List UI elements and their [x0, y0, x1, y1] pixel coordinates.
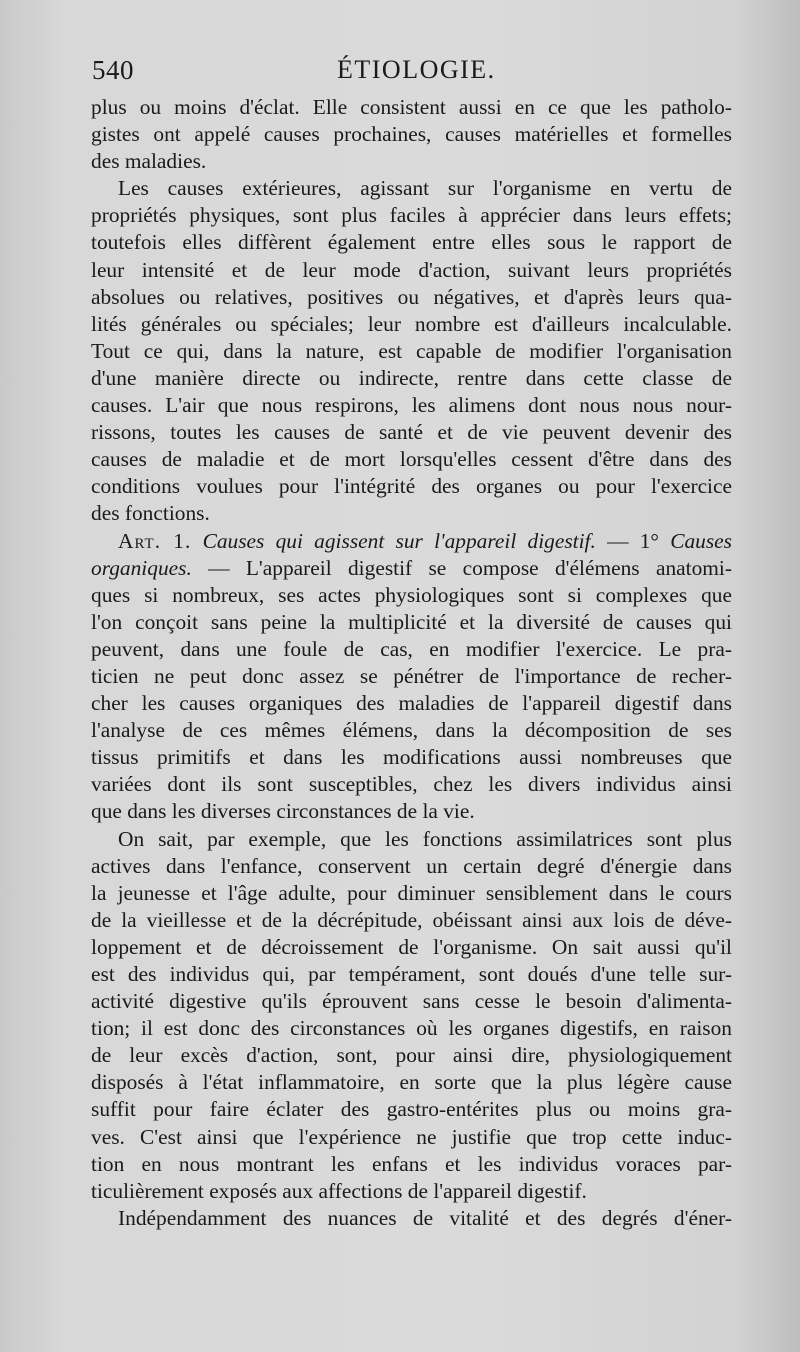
text-line: peuvent, dans une foule de cas, en modifier l'exercice. Le pra- — [91, 636, 732, 661]
subsection-title: Causes — [670, 528, 732, 553]
text-line: plus ou moins d'éclat. Elle consistent aussi en ce que les patholo- — [91, 95, 732, 119]
text-line: variées dont ils sont susceptibles, chez les divers individus ainsi — [91, 772, 732, 797]
text-line: tion en nous montrant les enfans et les individus voraces par- — [91, 1151, 732, 1176]
text-line: Tout ce qui, dans la nature, est capable de modifier l'organisation — [91, 338, 732, 363]
running-head: ÉTIOLOGIE. — [337, 55, 496, 84]
text-line-rest: — L'appareil digestif se compose d'élémens anatomi- — [208, 555, 732, 580]
text-line: la jeunesse et l'âge adulte, pour diminuer sensiblement dans le cours — [91, 880, 732, 905]
text-line: activité digestive qu'ils éprouvent sans cesse le besoin d'alimenta- — [91, 989, 732, 1014]
text-line: ques si nombreux, ses actes physiologiques sont si complexes que — [91, 582, 732, 607]
article-title: Causes qui agissent sur l'appareil digestif. — [202, 528, 596, 553]
text-line: lités générales ou spéciales; leur nombre est d'ailleurs incalculable. — [91, 311, 732, 336]
text-line: loppement et de décroissement de l'organisme. On sait aussi qu'il — [91, 934, 732, 959]
text-line: rissons, toutes les causes de santé et de vie peuvent devenir des — [91, 420, 732, 445]
page-number: 540 — [92, 55, 134, 85]
text-line: ves. C'est ainsi que l'expérience ne justifie que trop cette induc- — [91, 1124, 732, 1149]
text-line: est des individus qui, par tempérament, sont doués d'une telle sur- — [91, 962, 732, 986]
text-line: gistes ont appelé causes prochaines, causes matérielles et formelles — [91, 122, 732, 147]
text-line: l'on conçoit sans peine la multiplicité et la diversité de causes qui — [91, 609, 732, 634]
text-line: toutefois elles diffèrent également entre elles sous le rapport de — [91, 230, 732, 255]
text-line: tion; il est donc des circonstances où les organes digestifs, en raison — [91, 1016, 732, 1041]
text-line: de la vieillesse et de la décrépitude, obéissant ainsi aux lois de déve- — [91, 907, 732, 932]
text-line: tissus primitifs et dans les modifications aussi nombreuses que — [91, 745, 732, 770]
text-line: Les causes extérieures, agissant sur l'organisme en vertu de — [118, 176, 732, 201]
article-heading-line — [91, 528, 732, 555]
text-line: ticulièrement exposés aux affections de l'appareil digestif. — [91, 1178, 587, 1203]
text-line: cher les causes organiques des maladies de l'appareil digestif dans — [91, 691, 732, 716]
text-line: Indépendamment des nuances de vitalité et des degrés d'éner- — [118, 1205, 732, 1230]
text-line: des fonctions. — [91, 501, 210, 526]
text-line: d'une manière directe ou indirecte, rentre dans cette classe de — [91, 365, 732, 390]
text-line: On sait, par exemple, que les fonctions assimilatrices sont plus — [118, 826, 732, 851]
text-line: l'analyse de ces mêmes élémens, dans la décomposition de ses — [91, 718, 732, 743]
text-line: actives dans l'enfance, conservent un certain degré d'énergie dans — [91, 853, 732, 878]
subsection-title-cont: organiques. — [91, 555, 192, 580]
text-line: disposés à l'état inflammatoire, en sorte que la plus légère cause — [91, 1070, 732, 1095]
text-line — [91, 555, 732, 582]
text-line: propriétés physiques, sont plus faciles à apprécier dans leurs effets; — [91, 203, 732, 228]
text-line: causes. L'air que nous respirons, les alimens dont nous nous nour- — [91, 393, 732, 418]
body-text — [91, 94, 732, 1232]
text-line: suffit pour faire éclater des gastro-entérites plus ou moins gra- — [91, 1097, 732, 1122]
text-line: ticien ne peut donc assez se pénétrer de l'importance de recher- — [91, 663, 732, 688]
text-line: absolues ou relatives, positives ou négatives, et d'après leurs qua- — [91, 284, 732, 309]
text-line: des maladies. — [91, 149, 207, 174]
page-header — [92, 55, 730, 89]
article-dash: — 1° — [607, 528, 659, 553]
article-number: Art. 1. — [118, 528, 192, 553]
text-line: leur intensité et de leur mode d'action, suivant leurs propriétés — [91, 257, 732, 282]
text-line: conditions voulues pour l'intégrité des organes ou pour l'exercice — [91, 474, 732, 499]
text-line: causes de maladie et de mort lorsqu'elles cessent d'être dans des — [91, 447, 732, 472]
text-line: de leur excès d'action, sont, pour ainsi dire, physiologiquement — [91, 1043, 732, 1068]
text-line: que dans les diverses circonstances de la vie. — [91, 799, 475, 824]
